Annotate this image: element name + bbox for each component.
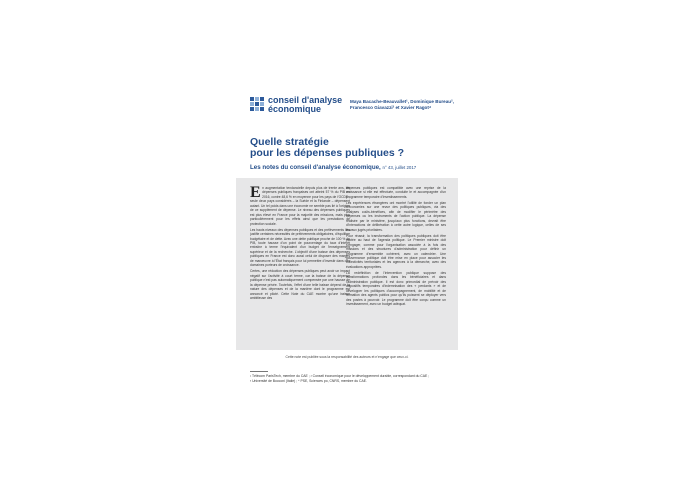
responsibility-note: Cette note est publiée sous la responsabilité des auteurs et n'engage que ceux-ci. [285, 355, 409, 359]
footnote-line: ¹ Télécom ParisTech, membre du CAE ; ² Conseil économique pour le développement durable, correspondant du CAE ; [250, 374, 430, 378]
summary-paragraph: Certes, une réduction des dépenses publiques peut avoir un impact négatif sur l'activité à court terme, car la baisse de la dépense publique n'est pas automatiquement compensée par une hausse de la dépense privée. Toutefois, l'effet d'une telle baisse dépend de la nature des dépenses et de la manière dont le programme est annoncé et piloté. Cette Note du CAE montre qu'une baisse ambitieuse des [250, 269, 350, 301]
cae-logo-icon [250, 97, 264, 111]
footnote-divider [250, 371, 268, 372]
summary-column-right [346, 186, 446, 346]
title-line-1: Quelle stratégie [250, 136, 329, 148]
document-title [250, 137, 510, 159]
drop-cap: E [250, 186, 261, 201]
authors-line-1: Maya Bacache-Beauvallet¹, Dominique Bureau², [350, 99, 454, 104]
issue-number: n° 43, juillet 2017 [382, 165, 417, 170]
summary-paragraph: Pour réussir, la transformation des politiques publiques doit être pilotée au haut de l'agenda politique. Le Premier ministre doit s'engager, comme pour l'organisation associée à la fois des missions et des structures d'administration pour définir un programme d'ensemble cohérent, avec un calendrier. Une gouvernance politique doit être mise en place pour associer les collectivités territoriales et les agences à la démarche, avec des évaluations appropriées. [346, 233, 446, 269]
authors-line-2: Francesco Giavazzi³ et Xavier Ragot⁴ [350, 105, 432, 110]
logo-line-2: économique [268, 104, 322, 114]
summary-paragraph: Les expériences étrangères ont montré l'utilité de fonder un plan d'économies sur une revue des politiques publiques, via des analyses coûts-bénéfices, afin de modifier le périmètre des dépenses ou les instruments de l'action publique. La dépense réalisée par le ministère, jusqu'aux plus fonctions, devrait être d'interactions de délibération à cette autre logique, celles de ses travaux jugés prioritaires. [346, 200, 446, 232]
summary-column-left [250, 186, 350, 346]
authors [350, 99, 470, 111]
summary-paragraph: Les hauts niveaux des dépenses publiques et des prélèvements liés justifie certaines nécessités de prélèvements obligatoires, d'équilibre budgétaire et de dette. Avec une dette publique proche de 100 % du PIB, toute hausse d'un point de pourcentage du taux d'intérêt entraîne à terme l'équivalent d'un budget de l'enseignement supérieur et de la recherche. L'objectif d'une baisse des dépenses publiques en France est donc aussi celui de disposer des marges de manœuvre à l'État français pour lui permettre d'investir dans des domaines porteurs de croissance. [250, 227, 350, 268]
summary-paragraph: La redéfinition de l'intervention publique suppose des transformations profondes dans les bénéficiaires et dans l'administration publique. Il est donc primordial de prévoir des dispositifs temporaires d'indemnisation des « perdants » et de développer les politiques d'accompagnement, de mobilité et de formation des agents publics pour qu'ils puissent se déployer vers des postes à pourvoir. Le programme doit être conçu comme un investissement, avec un budget adéquat. [346, 270, 446, 307]
summary-paragraph-text: n augmentation tendancielle depuis plus de trente ans, les dépenses publiques françaises ont atteint 57 % du PIB en 2016, contre 48,6 % en moyenne pour les pays de l'OCDE ; seule deux pays considérés – la Suède et la Finlande – dépensent autant. Un tel poids dans une économie ne semble pas lié à l'origine de ce supplément de dépense. Le niveau des dépenses publiques est plus élevé en France pour la majorité des missions, mais plus particulièrement pour les effets ainsi que les prestations de protection sociale. [250, 186, 350, 226]
summary-paragraph: dépenses publiques est compatible avec une reprise de la croissance si elle est effectuée, conduite le et accompagnée d'un programme temporaire d'investissements. [346, 186, 446, 199]
logo-text [268, 96, 342, 114]
series-subtitle [250, 164, 510, 172]
footnote-line: ³ Université de Bocconi (Italie) ; ⁴ PSE, Sciences po, CNRS, membre du CAE. [250, 378, 367, 383]
summary-paragraph [250, 186, 350, 226]
series-name: Les notes du conseil d'analyse économique, [250, 164, 381, 171]
title-line-2: pour les dépenses publiques ? [250, 147, 405, 159]
cae-logo [250, 96, 360, 120]
footnotes [250, 374, 460, 383]
logo-line-1: conseil d'analyse [268, 95, 343, 105]
